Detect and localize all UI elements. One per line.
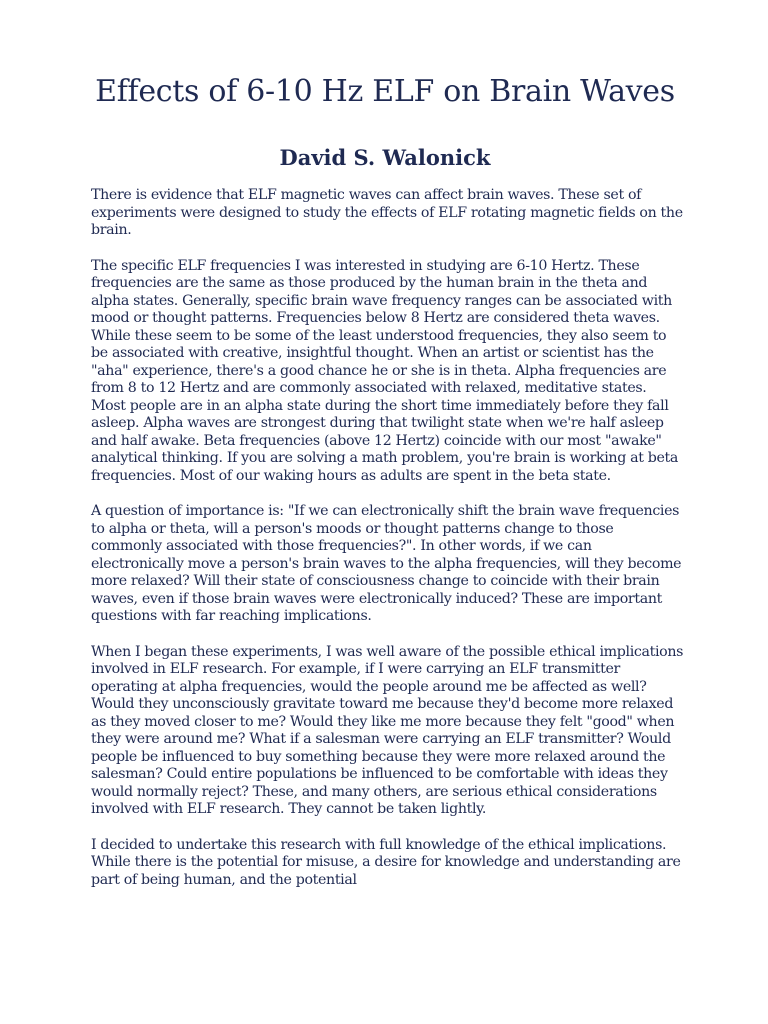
- paragraph-intro: There is evidence that ELF magnetic waves can affect brain waves. These set of experiments were designed to study the effects of ELF rotating magnetic fields on the brain.: [91, 187, 683, 238]
- document-author: David S. Walonick: [279, 145, 491, 170]
- paragraph-decision: I decided to undertake this research with full knowledge of the ethical implications. While there is the potential for misuse, a desire for knowledge and understanding are part of being human, and the potential: [91, 836, 681, 888]
- paragraph-question: A question of importance is: "If we can electronically shift the brain wave frequencies to alpha or theta, will a person's moods or thought patterns change to those commonly associated with those frequencies?". In other words, if we can electronically move a person's brain waves to the alpha frequencies, will they become more relaxed? Will their state of consciousness change to coincide with their brain waves, even if those brain waves were electronically induced? These are important questions with far reaching implications.: [91, 503, 682, 624]
- document-body: [91, 187, 685, 907]
- paragraph-ethics: When I began these experiments, I was well aware of the possible ethical implications involved in ELF research. For example, if I were carrying an ELF transmitter operating at alpha frequencies, would the people around me be affected as well? Would they unconsciously gravitate toward me because they'd become more relaxed as they moved closer to me? Would they like me more because they felt "good" when they were around me? What if a salesman were carrying an ELF transmitter? Would people be influenced to buy something because they were more relaxed around the salesman? Could entire populations be influenced to be comfortable with ideas they would normally reject? These, and many others, are serious ethical considerations involved with ELF research. They cannot be taken lightly.: [91, 643, 684, 817]
- paragraph-frequencies: The specific ELF frequencies I was interested in studying are 6-10 Hertz. These frequencies are the same as those produced by the human brain in the theta and alpha states. Generally, specific brain wave frequency ranges can be associated with mood or thought patterns. Frequencies below 8 Hertz are considered theta waves. While these seem to be some of the least understood frequencies, they also seem to be associated with creative, insightful thought. When an artist or scientist has the "aha" experience, there's a good chance he or she is in theta. Alpha frequencies are from 8 to 12 Hertz and are commonly associated with relaxed, meditative states. Most people are in an alpha state during the short time immediately before they fall asleep. Alpha waves are strongest during that twilight state when we're half asleep and half awake. Beta frequencies (above 12 Hertz) coincide with our most "awake" analytical thinking. If you are solving a math problem, you're brain is working at beta frequencies. Most of our waking hours as adults are spent in the beta state.: [91, 257, 678, 484]
- document-title: Effects of 6-10 Hz ELF on Brain Waves: [95, 74, 675, 109]
